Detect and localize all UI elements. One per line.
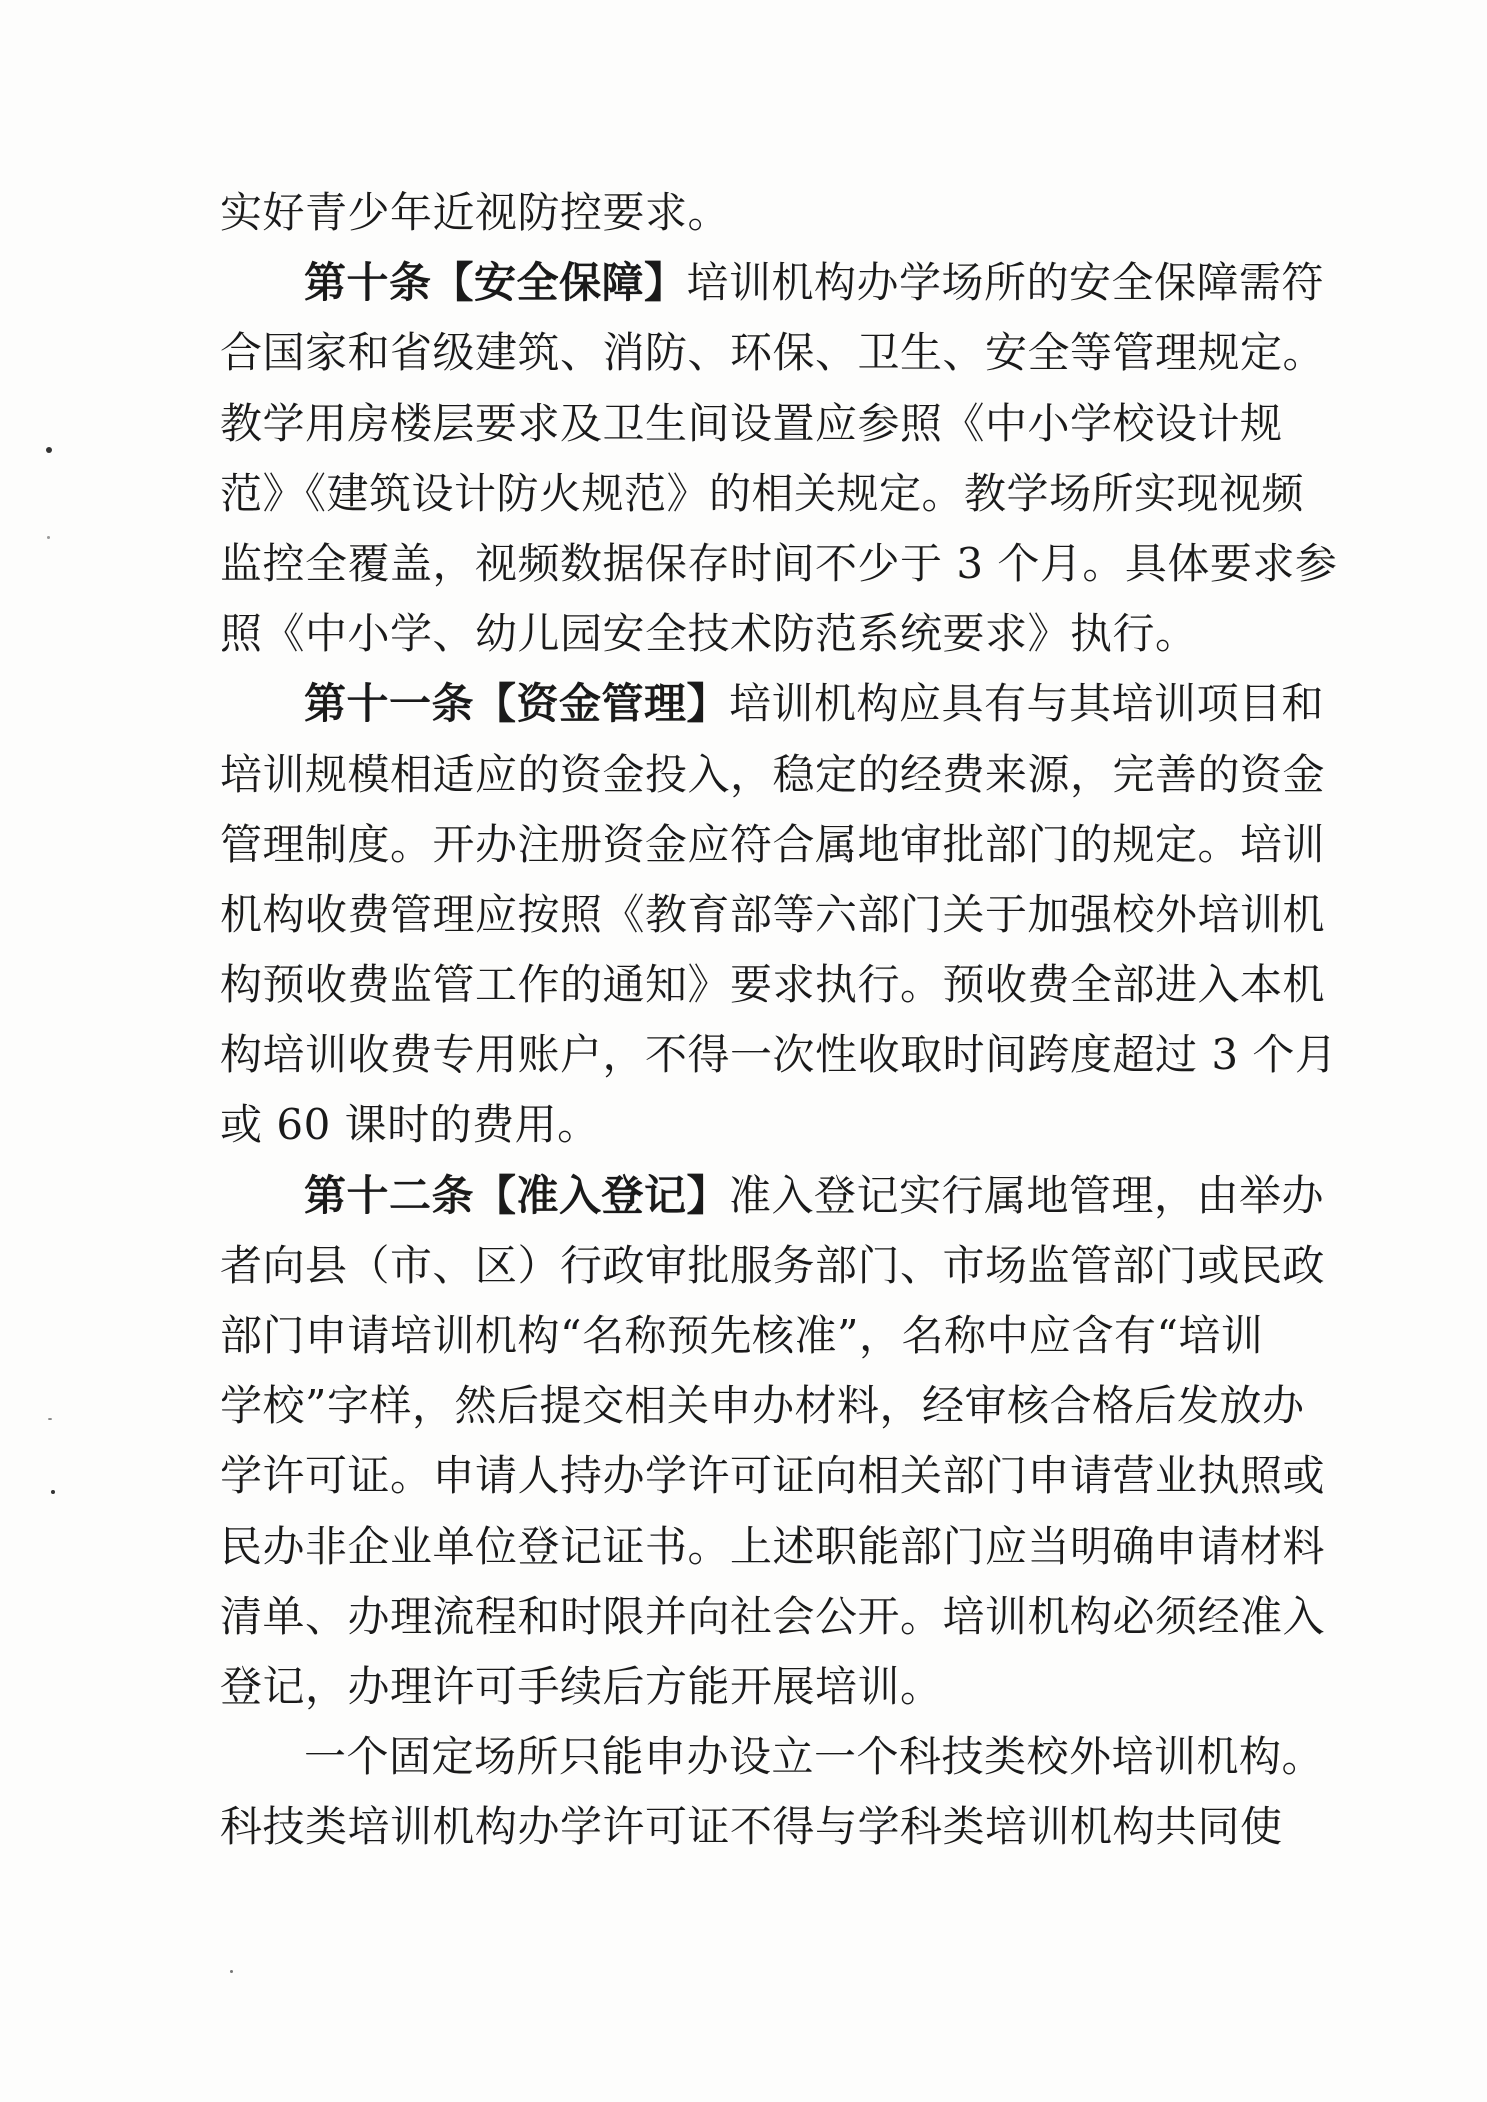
line-text: 民办非企业单位登记证书。上述职能部门应当明确申请材料 bbox=[220, 1521, 1326, 1571]
text-line bbox=[220, 599, 1260, 669]
line-text: 培训机构应具有与其培训项目和 bbox=[729, 679, 1325, 729]
line-text: 部门申请培训机构“名称预先核准”，名称中应含有“培训 bbox=[220, 1311, 1264, 1360]
line-text: 合国家和省级建筑、消防、环保、卫生、安全等管理规定。 bbox=[220, 328, 1326, 378]
line-text: 科技类培训机构办学许可证不得与学科类培训机构共同使 bbox=[220, 1802, 1283, 1852]
document-body bbox=[220, 178, 1338, 1863]
line-text: 培训规模相适应的资金投入，稳定的经费来源，完善的资金 bbox=[220, 749, 1326, 799]
article-10-heading: 第十条【安全保障】 bbox=[304, 258, 687, 308]
text-line bbox=[220, 529, 1338, 599]
line-text: 清单、办理流程和时限并向社会公开。培训机构必须经准入 bbox=[220, 1591, 1326, 1641]
article-12-first-line bbox=[220, 1161, 1325, 1231]
line-text: 教学用房楼层要求及卫生间设置应参照《中小学校设计规 bbox=[220, 398, 1283, 448]
scan-speck bbox=[47, 536, 50, 539]
line-text: 构预收费监管工作的通知》要求执行。预收费全部进入本机 bbox=[220, 960, 1326, 1010]
article-10-first-line bbox=[220, 248, 1325, 318]
line-text: 准入登记实行属地管理，由举办 bbox=[729, 1170, 1325, 1220]
line-text: 登记，办理许可手续后方能开展培训。 bbox=[220, 1661, 943, 1711]
scan-speck bbox=[51, 1490, 55, 1494]
line-text: 者向县（市、区）行政审批服务部门、市场监管部门或民政 bbox=[220, 1240, 1326, 1290]
text-line bbox=[220, 880, 1326, 950]
text-line bbox=[220, 950, 1326, 1020]
line-text: 学校”字样，然后提交相关申办材料，经审核合格后发放办 bbox=[220, 1381, 1305, 1431]
text-line bbox=[220, 1020, 1338, 1090]
text-line bbox=[220, 389, 1283, 459]
text-line bbox=[220, 1512, 1326, 1582]
line-text: 范》《建筑设计防火规范》的相关规定。教学场所实现视频 bbox=[220, 468, 1305, 518]
scan-speck bbox=[46, 447, 52, 453]
line-text: 监控全覆盖，视频数据保存时间不少于 3 个月。具体要求参 bbox=[220, 538, 1338, 588]
line-text: 一个固定场所只能申办设立一个科技类校外培训机构。 bbox=[304, 1732, 1325, 1782]
line-text: 培训机构办学场所的安全保障需符 bbox=[686, 258, 1325, 308]
paragraph-first-line bbox=[220, 1722, 1325, 1792]
line-text: 管理制度。开办注册资金应符合属地审批部门的规定。培训 bbox=[220, 819, 1326, 869]
text-line bbox=[220, 1301, 1264, 1371]
text-line bbox=[220, 1231, 1326, 1301]
text-line bbox=[220, 178, 1260, 248]
article-11-first-line bbox=[220, 669, 1325, 739]
text-line bbox=[220, 810, 1326, 880]
text-line bbox=[220, 1371, 1305, 1441]
text-line bbox=[220, 459, 1305, 529]
text-line bbox=[220, 318, 1326, 388]
article-12-heading: 第十二条【准入登记】 bbox=[304, 1170, 730, 1220]
line-text: 照《中小学、幼儿园安全技术防范系统要求》执行。 bbox=[220, 609, 1198, 659]
text-line bbox=[220, 1792, 1283, 1862]
line-text: 或 60 课时的费用。 bbox=[220, 1100, 600, 1150]
line-text: 实好青少年近视防控要求。 bbox=[220, 188, 731, 237]
line-text: 学许可证。申请人持办学许可证向相关部门申请营业执照或 bbox=[220, 1451, 1326, 1501]
line-text: 构培训收费专用账户，不得一次性收取时间跨度超过 3 个月 bbox=[220, 1030, 1338, 1080]
scan-speck bbox=[230, 1970, 233, 1973]
text-line bbox=[220, 1441, 1326, 1511]
article-11-heading: 第十一条【资金管理】 bbox=[304, 679, 730, 729]
line-text: 机构收费管理应按照《教育部等六部门关于加强校外培训机 bbox=[220, 889, 1326, 939]
scan-speck bbox=[48, 1418, 52, 1420]
text-line bbox=[220, 740, 1326, 810]
text-line bbox=[220, 1652, 1260, 1722]
text-line bbox=[220, 1582, 1326, 1652]
text-line bbox=[220, 1090, 1260, 1160]
